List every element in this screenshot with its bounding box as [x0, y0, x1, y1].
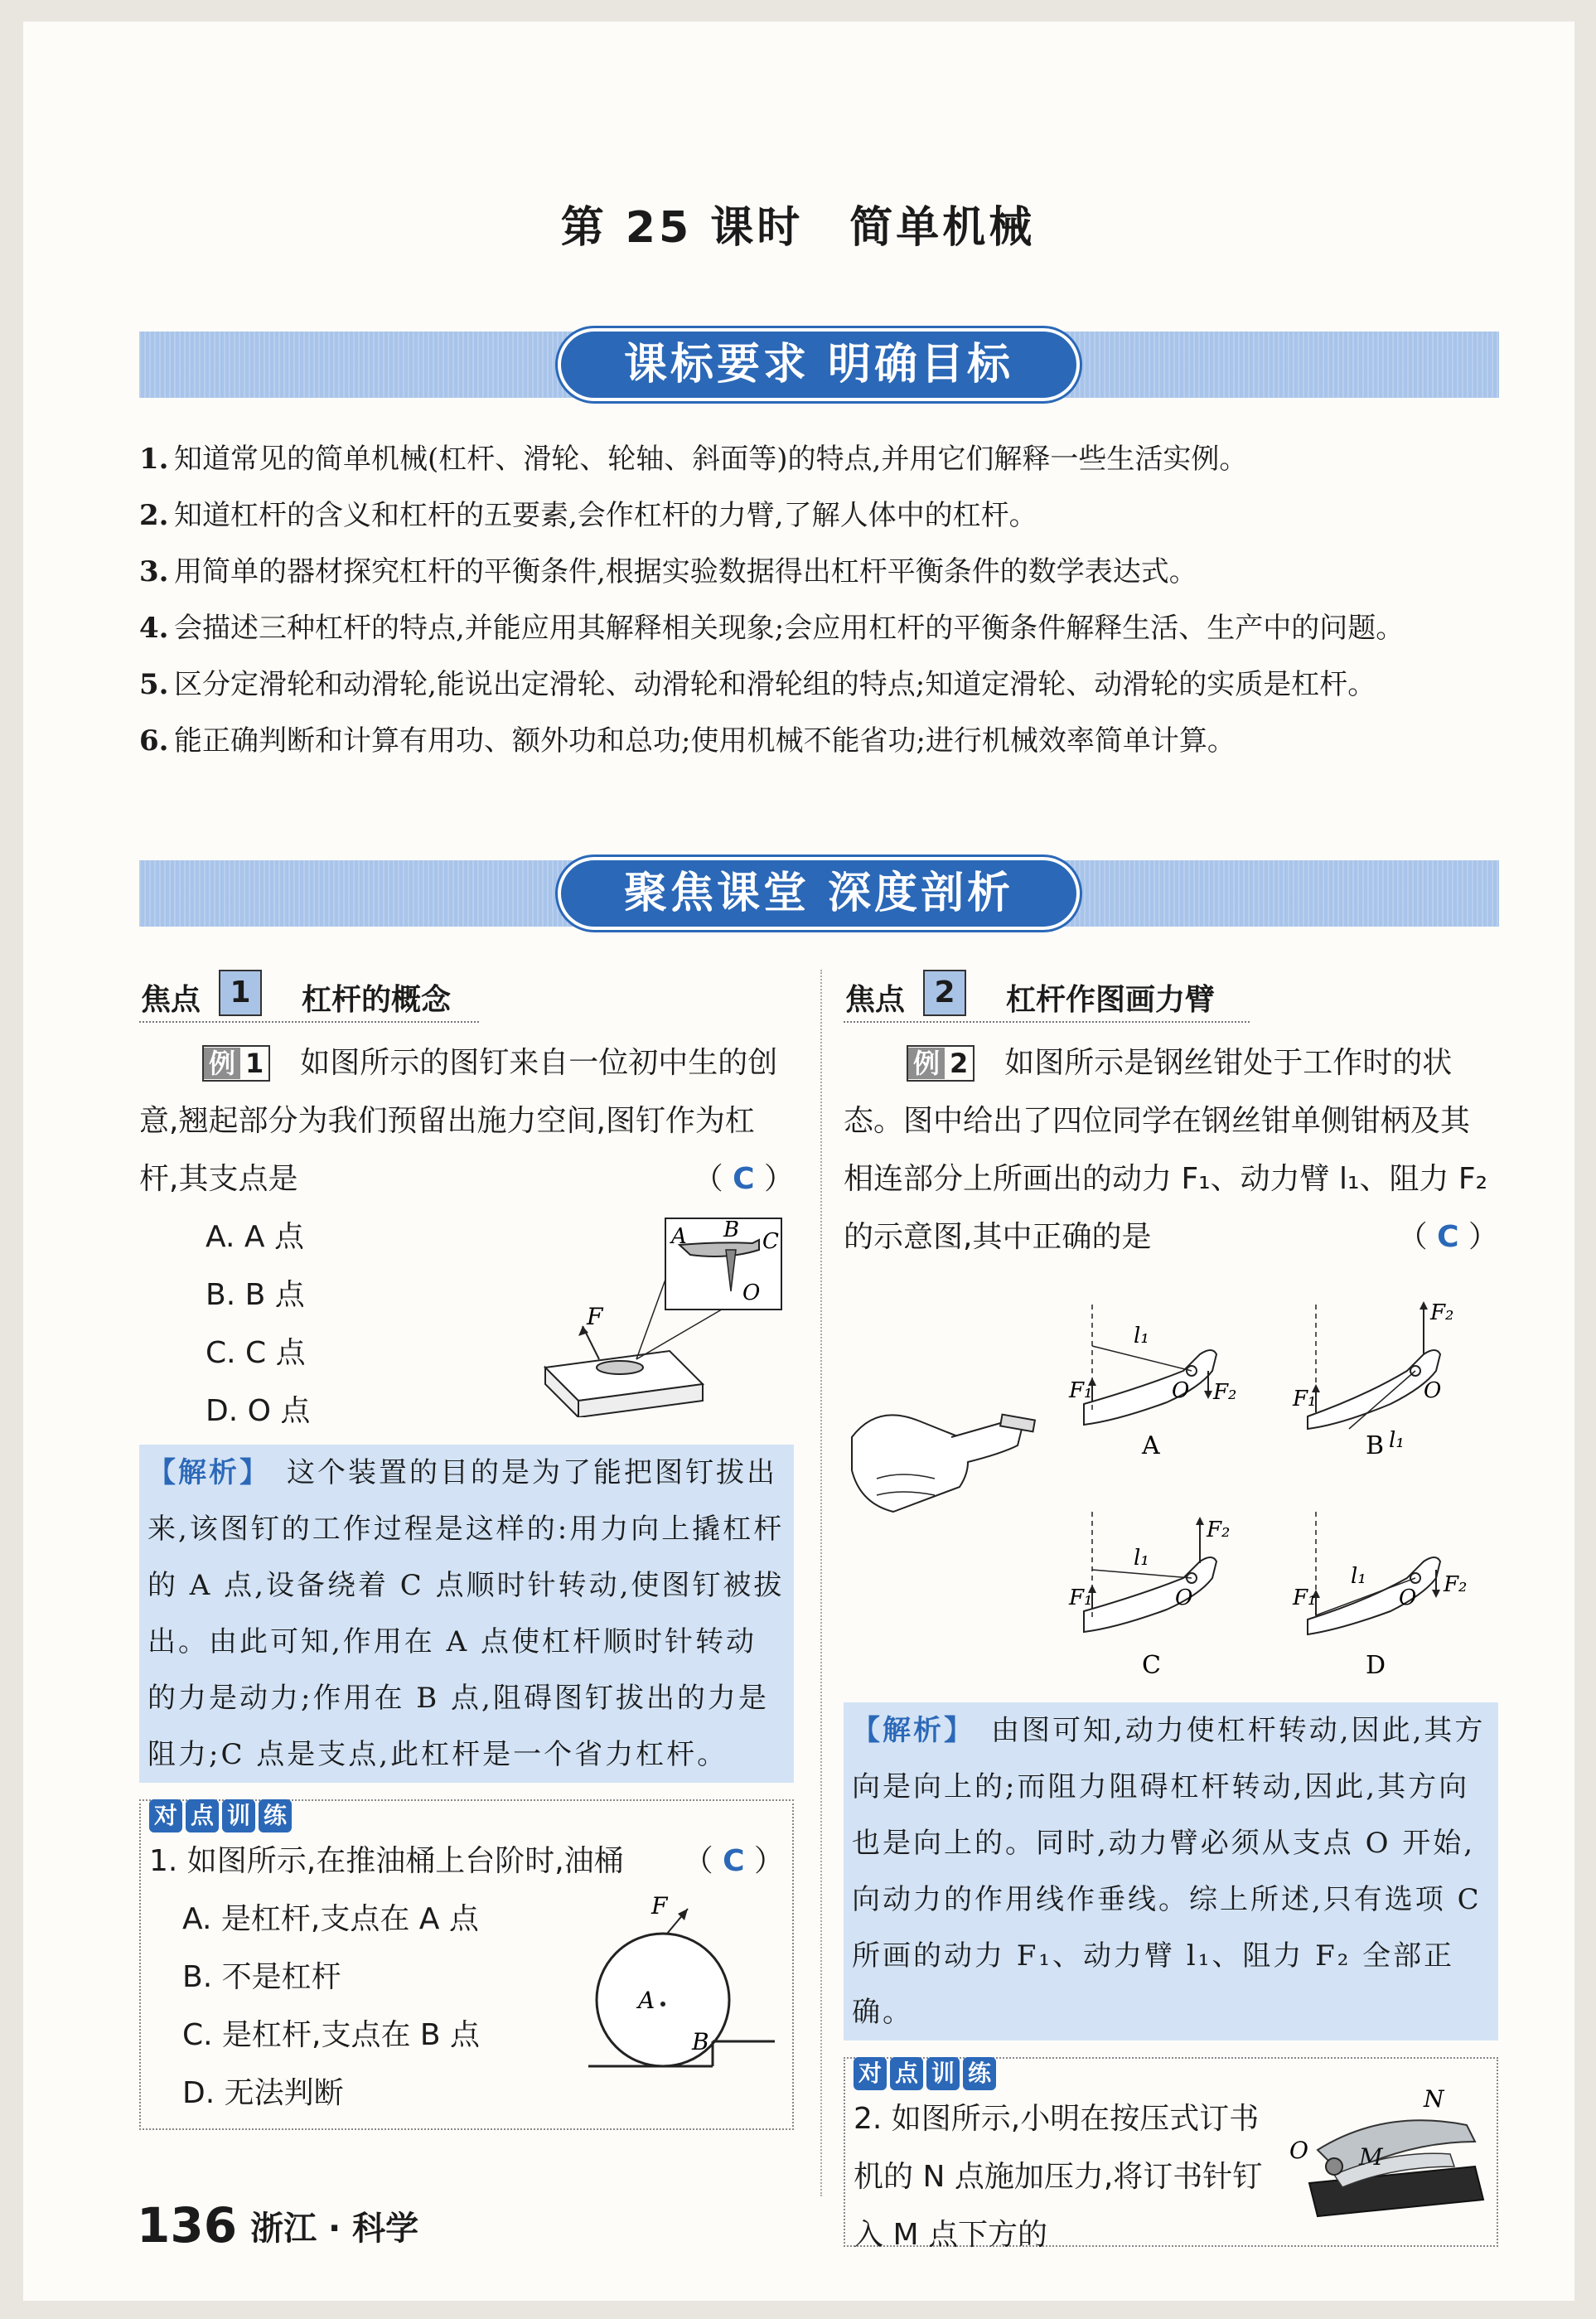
option: B. 不是杠杆 — [182, 1960, 341, 1994]
fig-symbol: l₁ — [1134, 1324, 1149, 1348]
question-text: 如图所示的图钉来自一位初中生的创意,翘起部分为我们预留出施力空间,图钉作为杠杆,其支点是 — [139, 1046, 778, 1196]
fig-label: O — [1289, 2137, 1308, 2164]
drill-1 — [139, 1799, 794, 2130]
analysis-1 — [139, 1445, 794, 1783]
answer: C — [723, 1844, 745, 1878]
drill-char: 练 — [963, 2057, 996, 2090]
example-tag — [907, 1045, 975, 1082]
focus-number: 2 — [923, 970, 966, 1016]
analysis-label: 【解析】 — [852, 1714, 960, 1747]
fig-label: O — [742, 1281, 761, 1305]
fig-symbol: l₁ — [1134, 1546, 1149, 1571]
requirement-item — [139, 544, 1507, 600]
option: C. C 点 — [206, 1336, 306, 1370]
panel-c — [1068, 1512, 1230, 1680]
fig-symbol: F₁ — [1069, 1586, 1093, 1610]
section-band-focus — [139, 860, 1499, 927]
analysis-label: 【解析】 — [148, 1456, 256, 1489]
focus-title: 杠杆作图画力臂 — [1006, 983, 1216, 1017]
section-band-goals — [139, 332, 1499, 398]
requirements-list — [139, 431, 1507, 769]
option: C. 是杠杆,支点在 B 点 — [182, 2018, 481, 2052]
fig-symbol: O — [1175, 1586, 1193, 1610]
drill-tag — [149, 1799, 292, 1832]
choice-label: D — [1366, 1651, 1386, 1680]
fig-label: N — [1424, 2085, 1444, 2113]
req-text: 用简单的器材探究杠杆的平衡条件,根据实验数据得出杠杆平衡条件的数学表达式。 — [174, 555, 1197, 588]
fig-symbol: F₂ — [1444, 1572, 1468, 1597]
fig-label: A — [638, 1987, 655, 2014]
hand-with-pliers — [852, 1415, 1035, 1512]
page-footer — [137, 2196, 418, 2254]
drill-char: 对 — [149, 1799, 182, 1832]
example-number: 1 — [245, 1048, 264, 1079]
focus-label: 焦点 — [141, 983, 201, 1017]
fig-symbol: F₁ — [1293, 1586, 1317, 1610]
drill-char: 点 — [186, 1799, 219, 1832]
option: D. O 点 — [206, 1394, 311, 1428]
oil-drum-figure — [588, 1884, 779, 2083]
book-subject: 浙江 · 科学 — [250, 2209, 419, 2248]
drill-char: 练 — [259, 1799, 292, 1832]
requirement-item — [139, 431, 1507, 487]
drill-char: 点 — [890, 2057, 923, 2090]
question-text: 1. 如图所示,在推油桶上台阶时,油桶 — [149, 1844, 624, 1878]
panel-a — [1068, 1305, 1236, 1460]
fig-symbol: O — [1399, 1586, 1417, 1610]
fig-label: A — [671, 1224, 687, 1249]
lesson-title: 第 25 课时 简单机械 — [560, 203, 1036, 253]
focus-title: 杠杆的概念 — [302, 983, 452, 1017]
drill-char: 训 — [222, 1799, 255, 1832]
thumbtack-figure — [537, 1193, 786, 1417]
choice-label: C — [1142, 1651, 1161, 1680]
focus-1-header — [139, 970, 479, 1023]
req-text: 知道常见的简单机械(杠杆、滑轮、轮轴、斜面等)的特点,并用它们解释一些生活实例。 — [174, 443, 1248, 476]
focus-label: 焦点 — [845, 983, 906, 1017]
fig-symbol: O — [1424, 1378, 1442, 1403]
fig-label: F — [651, 1892, 668, 1920]
page-number: 136 — [137, 2197, 238, 2254]
section-title-focus: 聚焦课堂 深度剖析 — [558, 857, 1080, 930]
fig-label: B — [723, 1218, 740, 1242]
drill-2-question: 2. 如图所示,小明在按压式订书机的 N 点施加压力,将订书针钉入 M 点下方的 — [854, 2102, 1263, 2252]
choice-label: B — [1366, 1431, 1385, 1460]
req-text: 区分定滑轮和动滑轮,能说出定滑轮、动滑轮和滑轮组的特点;知道定滑轮、动滑轮的实质是杠杆。 — [174, 668, 1376, 701]
req-text: 能正确判断和计算有用功、额外功和总功;使用机械不能省功;进行机械效率简单计算。 — [174, 724, 1236, 758]
req-num: 1. — [139, 443, 169, 476]
req-text: 知道杠杆的含义和杠杆的五要素,会作杠杆的力臂,了解人体中的杠杆。 — [174, 499, 1037, 532]
example-1-options — [139, 1208, 794, 1445]
fig-label: B — [692, 2028, 709, 2055]
answer: C — [733, 1162, 755, 1196]
fig-symbol: O — [1172, 1378, 1190, 1403]
option: A. 是杠杆,支点在 A 点 — [182, 1902, 479, 1936]
stapler-figure — [1284, 2075, 1492, 2233]
req-num: 3. — [139, 555, 169, 588]
panel-b — [1292, 1300, 1453, 1460]
fig-label: C — [762, 1229, 779, 1254]
question-text: 如图所示是钢丝钳处于工作时的状态。图中给出了四位同学在钢丝钳单侧钳柄及其相连部分上所画出的动力 F₁、动力臂 l₁、阻力 F₂ 的示意图,其中正确的是 — [844, 1046, 1488, 1254]
focus-2-column — [844, 970, 1498, 2252]
example-2-question — [844, 1034, 1498, 1266]
section-title-goals: 课标要求 明确目标 — [558, 328, 1080, 401]
focus-1-column — [139, 970, 794, 2130]
answer: C — [1437, 1220, 1459, 1254]
example-tag — [202, 1045, 270, 1082]
answer-bracket: （ C ） — [683, 1844, 784, 1878]
req-num: 2. — [139, 499, 169, 532]
requirement-item — [139, 600, 1507, 656]
example-number: 2 — [950, 1048, 969, 1079]
req-num: 6. — [139, 724, 169, 758]
pliers-figure — [844, 1271, 1498, 1702]
fig-symbol: l₁ — [1351, 1564, 1366, 1589]
drill-2 — [844, 2057, 1498, 2252]
answer-bracket: （ C ） — [693, 1162, 794, 1196]
panel-d — [1292, 1512, 1467, 1680]
requirement-item — [139, 656, 1507, 713]
req-text: 会描述三种杠杆的特点,并能应用其解释相关现象;会应用杠杆的平衡条件解释生活、生产中的问题。 — [174, 612, 1405, 645]
req-num: 4. — [139, 612, 169, 645]
fig-symbol: F₂ — [1213, 1380, 1237, 1405]
option: A. A 点 — [206, 1220, 304, 1254]
req-num: 5. — [139, 668, 169, 701]
example-label: 例 — [908, 1048, 945, 1079]
drill-char: 训 — [926, 2057, 960, 2090]
fig-symbol: l₁ — [1389, 1428, 1405, 1453]
column-divider — [820, 970, 822, 2196]
requirement-item — [139, 487, 1507, 544]
fig-symbol: F₂ — [1207, 1518, 1231, 1542]
example-1-question — [139, 1034, 794, 1208]
fig-symbol: F₁ — [1293, 1387, 1317, 1411]
choice-label: A — [1142, 1431, 1160, 1460]
focus-2-header — [844, 970, 1250, 1023]
focus-number: 1 — [219, 970, 262, 1016]
option: D. 无法判断 — [182, 2076, 344, 2110]
option: B. B 点 — [206, 1278, 305, 1312]
drill-1-question — [149, 1832, 784, 1891]
drill-tag — [854, 2057, 996, 2090]
fig-label: F — [587, 1303, 603, 1330]
requirement-item — [139, 713, 1507, 769]
analysis-2 — [844, 1702, 1498, 2041]
drill-char: 对 — [854, 2057, 887, 2090]
example-label: 例 — [204, 1048, 240, 1079]
analysis-text: 这个装置的目的是为了能把图钉拔出来,该图钉的工作过程是这样的:用力向上撬杠杆的 A 点,设备绕着 C 点顺时针转动,使图钉被拔出。由此可知,作用在 A 点使杠杆顺时针转动的力是动力;作用在 B 点,阻碍图钉拔出的力是阻力;C 点是支点,此杠杆是一个省力杠杆。 — [148, 1456, 785, 1771]
fig-symbol: F₂ — [1430, 1300, 1454, 1325]
answer-bracket: （ C ） — [1397, 1220, 1498, 1254]
fig-label: M — [1359, 2143, 1383, 2171]
fig-symbol: F₁ — [1069, 1378, 1093, 1403]
analysis-text: 由图可知,动力使杠杆转动,因此,其方向是向上的;而阻力阻碍杠杆转动,因此,其方向也是向上的。同时,动力臂必须从支点 O 开始,向动力的作用线作垂线。综上所述,只有选项 C 所画的动力 F₁、动力臂 l₁、阻力 F₂ 全部正确。 — [852, 1714, 1486, 2029]
